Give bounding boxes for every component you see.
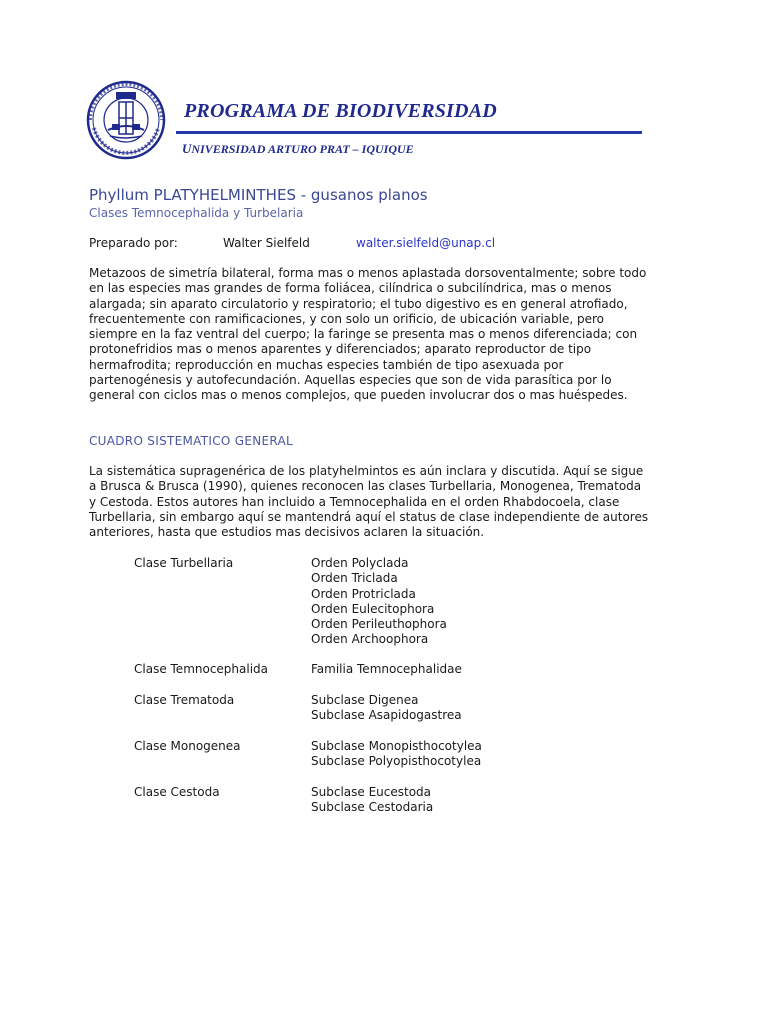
- order-item: Orden Eulecitophora: [311, 601, 435, 616]
- systematics-line: anteriores, hasta que estudios mas decisivos aclaren la situación.: [89, 525, 485, 540]
- class-members: [311, 785, 433, 816]
- systematics-line: Turbellaria, sin embargo aquí se mantendrá aquí el status de clase independiente de autores: [89, 509, 649, 524]
- intro-line: partenogénesis y autofecundación. Aquellas especies que son de vida parasítica por lo: [89, 373, 612, 388]
- university-name: [182, 141, 414, 157]
- order-item: Orden Protriclada: [311, 586, 416, 601]
- prepared-by-label: Preparado por:: [89, 236, 178, 250]
- class-name: Clase Cestoda: [134, 785, 220, 799]
- order-item: Orden Perileuthophora: [311, 617, 447, 632]
- systematics-line: y Cestoda. Estos autores han incluido a Temnocephalida en el orden Rhabdocoela, clase: [89, 494, 620, 509]
- author-name: Walter Sielfeld: [223, 236, 310, 250]
- subclass-item: Subclase Polyopisthocotylea: [311, 754, 482, 769]
- intro-line: alargada; sin aparato circulatorio y respiratorio; el tubo digestivo es en general atrofiado,: [89, 296, 628, 311]
- university-initial: U: [182, 141, 192, 156]
- intro-paragraph: [89, 266, 680, 404]
- class-members: [311, 556, 447, 648]
- intro-line: general con ciclos mas o menos complejos, que pueden involucrar dos o mas huéspedes.: [89, 388, 628, 403]
- subclass-item: Subclase Cestodaria: [311, 800, 434, 815]
- class-name: Clase Turbellaria: [134, 556, 234, 570]
- intro-line: frecuentemente con ramificaciones, y con solo un orificio, de ubicación variable, pero: [89, 311, 604, 326]
- subclass-item: Subclase Digenea: [311, 693, 419, 707]
- header-rule: [176, 131, 642, 134]
- systematics-line: a Brusca & Brusca (1990), quienes reconocen las clases Turbellaria, Monogenea, Trematoda: [89, 479, 642, 494]
- order-item: Orden Triclada: [311, 571, 398, 586]
- class-members: [311, 693, 462, 724]
- section-heading: CUADRO SISTEMATICO GENERAL: [89, 434, 294, 448]
- class-name: Clase Trematoda: [134, 693, 235, 707]
- intro-line: Metazoos de simetría bilateral, forma mas o menos aplastada dorsoventalmente; sobre todo: [89, 266, 647, 280]
- systematics-line: La sistemática supragenérica de los platyhelmintos es aún inclara y discutida. Aquí se sigue: [89, 464, 644, 478]
- class-members: [311, 739, 482, 770]
- family-item: Familia Temnocephalidae: [311, 662, 462, 676]
- intro-line: protonefridios mas o menos aparentes y diferenciados; aparato reproductor de tipo: [89, 342, 592, 357]
- class-members: [311, 662, 462, 677]
- intro-line: en las especies mas grandes de forma foliácea, cilíndrica o subcilíndrica, mas o menos: [89, 281, 612, 296]
- university-seal-icon: [86, 80, 166, 160]
- class-name: Clase Monogenea: [134, 739, 241, 753]
- subclass-item: Subclase Eucestoda: [311, 785, 432, 799]
- order-item: Orden Polyclada: [311, 556, 409, 570]
- subclass-item: Subclase Monopisthocotylea: [311, 739, 482, 753]
- systematics-paragraph: [89, 464, 680, 540]
- intro-line: siempre en la faz ventral del cuerpo; la faringe se presenta mas o menos diferenciada; con: [89, 327, 638, 342]
- university-name-rest: NIVERSIDAD ARTURO PRAT – IQUIQUE: [191, 142, 414, 156]
- intro-line: hermafrodita; reproducción en muchas especies también de tipo asexuada por: [89, 357, 564, 372]
- class-name: Clase Temnocephalida: [134, 662, 269, 676]
- subclass-item: Subclase Asapidogastrea: [311, 708, 462, 723]
- document-title: Phyllum PLATYHELMINTHES - gusanos planos: [89, 186, 428, 204]
- document-subtitle: Clases Temnocephalida y Turbelaria: [89, 206, 304, 220]
- program-title: PROGRAMA DE BIODIVERSIDAD: [184, 100, 497, 122]
- order-item: Orden Archoophora: [311, 632, 429, 647]
- author-email-link[interactable]: walter.sielfeld@unap.cl: [356, 236, 496, 250]
